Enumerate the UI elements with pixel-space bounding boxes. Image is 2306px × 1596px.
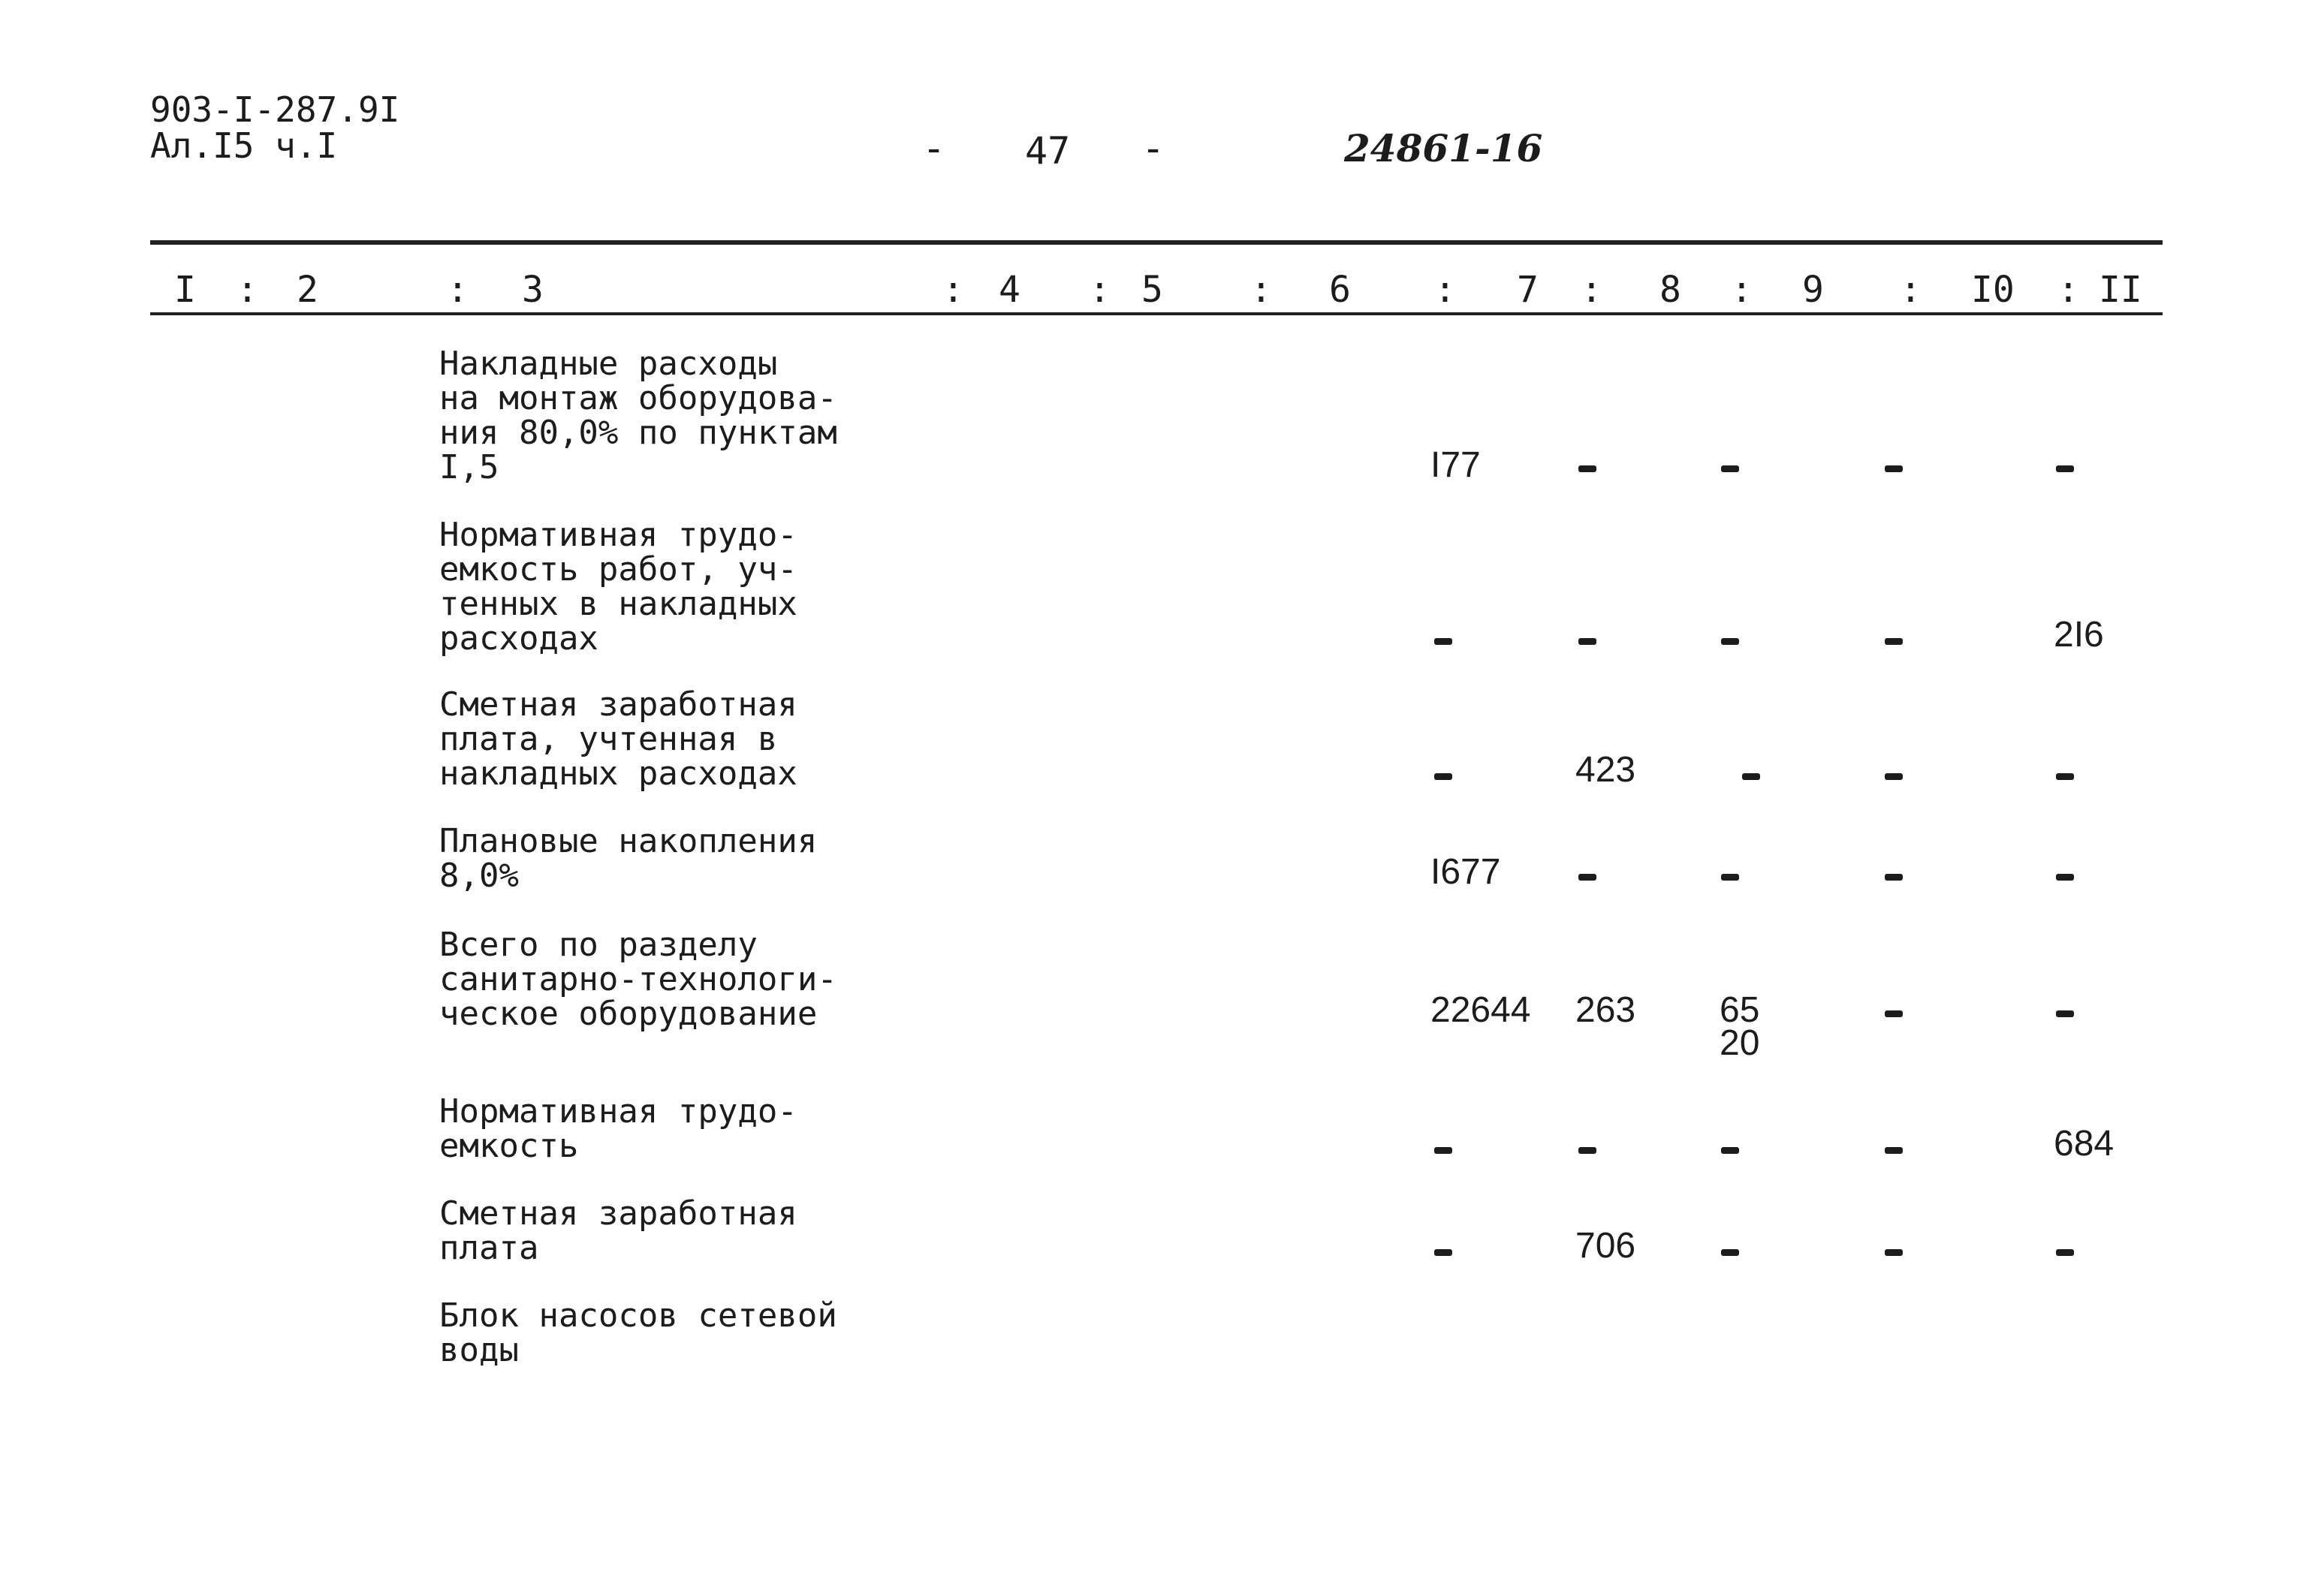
cell-col11: 2I6: [2054, 615, 2104, 655]
page-dash-right: -: [1141, 126, 1165, 171]
col-header-4: 4: [999, 269, 1020, 311]
page-number: 47: [1025, 129, 1071, 173]
col-header-9: 9: [1802, 269, 1824, 311]
col-header-sep: :: [1250, 269, 1272, 311]
cell-col7-dash: [1434, 1147, 1452, 1154]
col-header-sep: :: [1089, 269, 1111, 311]
document-code-line1: 903-I-287.9I: [150, 89, 400, 130]
cell-col10-dash: [1885, 1147, 1903, 1154]
document-number: 24861-16: [1344, 126, 1543, 170]
row-label: Плановые накопления 8,0%: [439, 822, 818, 895]
cell-col7: I677: [1430, 852, 1501, 892]
cell-col7: 22644: [1430, 990, 1531, 1030]
cell-col7-dash: [1434, 773, 1452, 780]
cell-col9-line1: 65: [1720, 990, 1760, 1030]
col-header-sep: :: [1434, 269, 1456, 311]
cell-col9-dash: [1742, 773, 1760, 780]
cell-col9-dash: [1721, 638, 1739, 645]
col-header-sep: :: [2057, 269, 2079, 311]
col-header-sep: :: [447, 269, 469, 311]
cell-col10-dash: [1885, 874, 1903, 881]
cell-col11: 684: [2054, 1124, 2115, 1164]
cell-col7-dash: [1434, 1249, 1452, 1256]
cell-col9-dash: [1721, 1249, 1739, 1256]
cell-col10-dash: [1885, 638, 1903, 645]
cell-col9-dash: [1721, 465, 1739, 472]
cell-col10-dash: [1885, 1249, 1903, 1256]
col-header-sep: :: [1900, 269, 1922, 311]
cell-col9-line2: 20: [1720, 1023, 1760, 1063]
page-dash-left: -: [922, 126, 946, 171]
col-header-3: 3: [522, 269, 544, 311]
cell-col7: I77: [1430, 445, 1481, 485]
cell-col11-dash: [2056, 1249, 2074, 1256]
header-rule: [150, 312, 2163, 315]
cell-col11-dash: [2056, 773, 2074, 780]
col-header-8: 8: [1659, 269, 1681, 311]
cell-col8-dash: [1578, 874, 1596, 881]
top-rule: [150, 240, 2163, 245]
cell-col11-dash: [2056, 1010, 2074, 1017]
cell-col8-dash: [1578, 465, 1596, 472]
row-label: Нормативная трудо- емкость работ, уч- тенных в накладных расходах: [439, 516, 797, 658]
cell-col8: 423: [1575, 750, 1636, 790]
row-label: Сметная заработная плата, учтенная в накладных расходах: [439, 685, 797, 793]
col-header-11: II: [2099, 269, 2142, 311]
row-label: Всего по разделу санитарно-технологи- ческое оборудование: [439, 926, 837, 1033]
col-header-sep: :: [237, 269, 258, 311]
col-header-2: 2: [297, 269, 318, 311]
col-header-sep: :: [942, 269, 964, 311]
row-label: Нормативная трудо- емкость: [439, 1092, 797, 1165]
cell-col8: 263: [1575, 990, 1636, 1030]
cell-col8-dash: [1578, 638, 1596, 645]
cell-col8: 706: [1575, 1226, 1636, 1266]
cell-col9-dash: [1721, 1147, 1739, 1154]
row-label: Накладные расходы на монтаж оборудова- ния 80,0% по пунктам I,5: [439, 345, 837, 486]
row-label: Сметная заработная плата: [439, 1194, 797, 1267]
document-code: [150, 89, 400, 166]
col-header-10: I0: [1971, 269, 2015, 311]
col-header-5: 5: [1141, 269, 1163, 311]
cell-col10-dash: [1885, 1010, 1903, 1017]
col-header-sep: :: [1581, 269, 1602, 311]
cell-col11-dash: [2056, 874, 2074, 881]
cell-col11-dash: [2056, 465, 2074, 472]
cell-col10-dash: [1885, 465, 1903, 472]
col-header-1: I: [174, 269, 196, 311]
col-header-7: 7: [1517, 269, 1539, 311]
col-header-6: 6: [1329, 269, 1351, 311]
cell-col10-dash: [1885, 773, 1903, 780]
row-label: Блок насосов сетевой воды: [439, 1296, 837, 1369]
cell-col7-dash: [1434, 638, 1452, 645]
cell-col9-dash: [1721, 874, 1739, 881]
document-code-line2: Ал.I5 ч.I: [150, 125, 338, 166]
col-header-sep: :: [1731, 269, 1753, 311]
cell-col8-dash: [1578, 1147, 1596, 1154]
